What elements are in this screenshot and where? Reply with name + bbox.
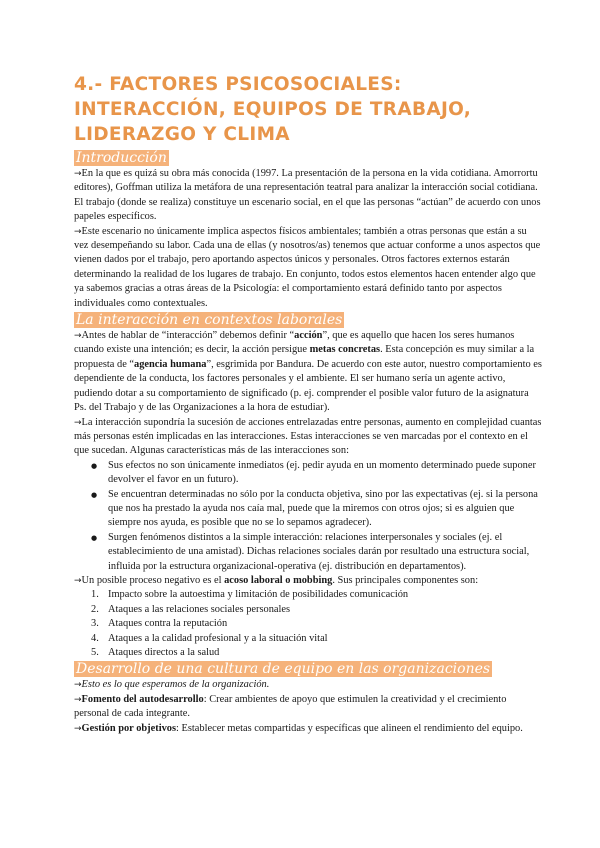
term-autodesarrollo: Fomento del autodesarrollo — [81, 693, 204, 705]
team-paragraph-2: →Gestión por objetivos: Establecer metas compartidas y específicas que alineen el rendimiento del equipo. — [74, 722, 523, 734]
arrow-icon: → — [74, 723, 82, 734]
arrow-icon: → — [74, 169, 82, 179]
list-item: 5. Ataques directos a la salud — [91, 647, 220, 658]
team-paragraph-1: →Fomento del autodesarrollo: Crear ambientes de apoyo que estimulen la creatividad y el crecimiento personal de cada integrante. — [74, 693, 507, 720]
section-heading-intro: Introducción — [76, 150, 167, 166]
arrow-icon: → — [74, 417, 82, 428]
team-intro: →Esto es lo que esperamos de la organización. — [74, 679, 270, 691]
section-heading-team: Desarrollo de una cultura de equipo en las organizaciones — [76, 661, 491, 678]
list-item: 4. Ataques a la calidad profesional y a la situación vital — [91, 632, 328, 644]
list-item: ● Sus efectos no son únicamente inmediatos (ej. pedir ayuda en un momento determinado puede suponer devolver el favor en un futuro). — [108, 459, 542, 488]
section-heading-interaction: La interacción en contextos laborales — [76, 312, 343, 329]
term-accion: acción — [294, 330, 323, 342]
arrow-icon: → — [74, 694, 82, 705]
interaction-paragraph-2: →La interacción supondría la sucesión de acciones entrelazadas entre personas, aumento en complejidad cuantas más personas estén implicadas en las interacciones. Estas interacciones se ven marcadas por el contexto en el que sucedan. Algunas características más de las interacciones son: — [74, 416, 542, 457]
term-agencia-humana: agencia humana — [134, 358, 207, 370]
list-item: ● Surgen fenómenos distintos a la simple interacción: relaciones interpersonales y sociales (ej. el establecimiento de una amistad). Dichas relaciones sociales darán por resultado una estructura social, influida por la estructura organizacional-operativa (ej. distribución en departamentos). — [108, 531, 542, 574]
term-metas-concretas: metas concretas — [309, 344, 381, 356]
arrow-icon: → — [74, 680, 82, 691]
term-gestion-objetivos: Gestión por objetivos — [81, 722, 177, 734]
arrow-icon: → — [74, 331, 82, 342]
page-title: 4.- FACTORES PSICOSOCIALES: INTERACCIÓN, EQUIPOS DE TRABAJO, LIDERAZGO Y CLIMA — [74, 74, 472, 145]
list-item: 2. Ataques a las relaciones sociales personales — [91, 603, 291, 615]
characteristics-list — [74, 459, 542, 574]
arrow-icon: → — [74, 575, 82, 586]
term-mobbing: acoso laboral o mobbing — [224, 574, 333, 586]
arrow-icon: → — [74, 226, 82, 237]
mobbing-components-list — [74, 588, 542, 660]
list-item: 3. Ataques contra la reputación — [91, 618, 228, 630]
interaction-paragraph-1: →Antes de hablar de “interacción” debemos definir “acción”, que es aquello que hacen los seres humanos cuando existe una intención; es decir, la acción persigue metas concretas. Esta concepción es muy similar a la propuesta de “agencia humana”, esgrimida por Bandura. De acuerdo con este autor, nuestro comportamiento es dependiente de la conducta, los factores personales y el ambiente. El ser humano sería un agente activo, pudiendo dotar a su comportamiento de significado (p. ej. comprender el posible valor futuro de la asignatura Ps. del Trabajo y de las Organizaciones a la hora de estudiar). — [74, 330, 542, 414]
intro-paragraph-2: →Este escenario no únicamente implica aspectos físicos ambientales; también a otras personas que están a su vez desempeñando su labor. Cada una de ellas (y nosotros/as) tenemos que actuar conforme a unos aspectos que vienen dados por el trabajo, pero aportando aspectos únicos y personales. Otros factores externos estarán determinando la realidad de los lugares de trabajo. En conjunto, todos estos elementos hacen entender algo que ya sabemos gracias a otras áreas de la Psicología: el comportamiento estará definido tanto por aspectos individuales como contextuales. — [74, 225, 541, 309]
list-item: ● Se encuentran determinadas no sólo por la conducta objetiva, sino por las expectativas (ej. si la persona que nos ha prestado la ayuda nos caía mal, puede que la miremos con otros ojos; si es alguien que siempre nos ayuda, es posible que no se lo sepamos agradecer). — [108, 488, 542, 531]
intro-paragraph-1: →En la que es quizá su obra más conocida (1997. La presentación de la persona en la vida cotidiana. Amorrortu editores), Goffman utiliza la metáfora de una representación teatral para analizar la interacción social cotidiana. El trabajo (donde se realiza) constituye un escenario social, en el que las personas “actúan” de acuerdo con unos papeles específicos. — [74, 168, 541, 223]
list-item: 1. Impacto sobre la autoestima y limitación de posibilidades comunicación — [91, 589, 409, 601]
mobbing-paragraph: →Un posible proceso negativo es el acoso laboral o mobbing. Sus principales componentes son: — [74, 574, 479, 586]
